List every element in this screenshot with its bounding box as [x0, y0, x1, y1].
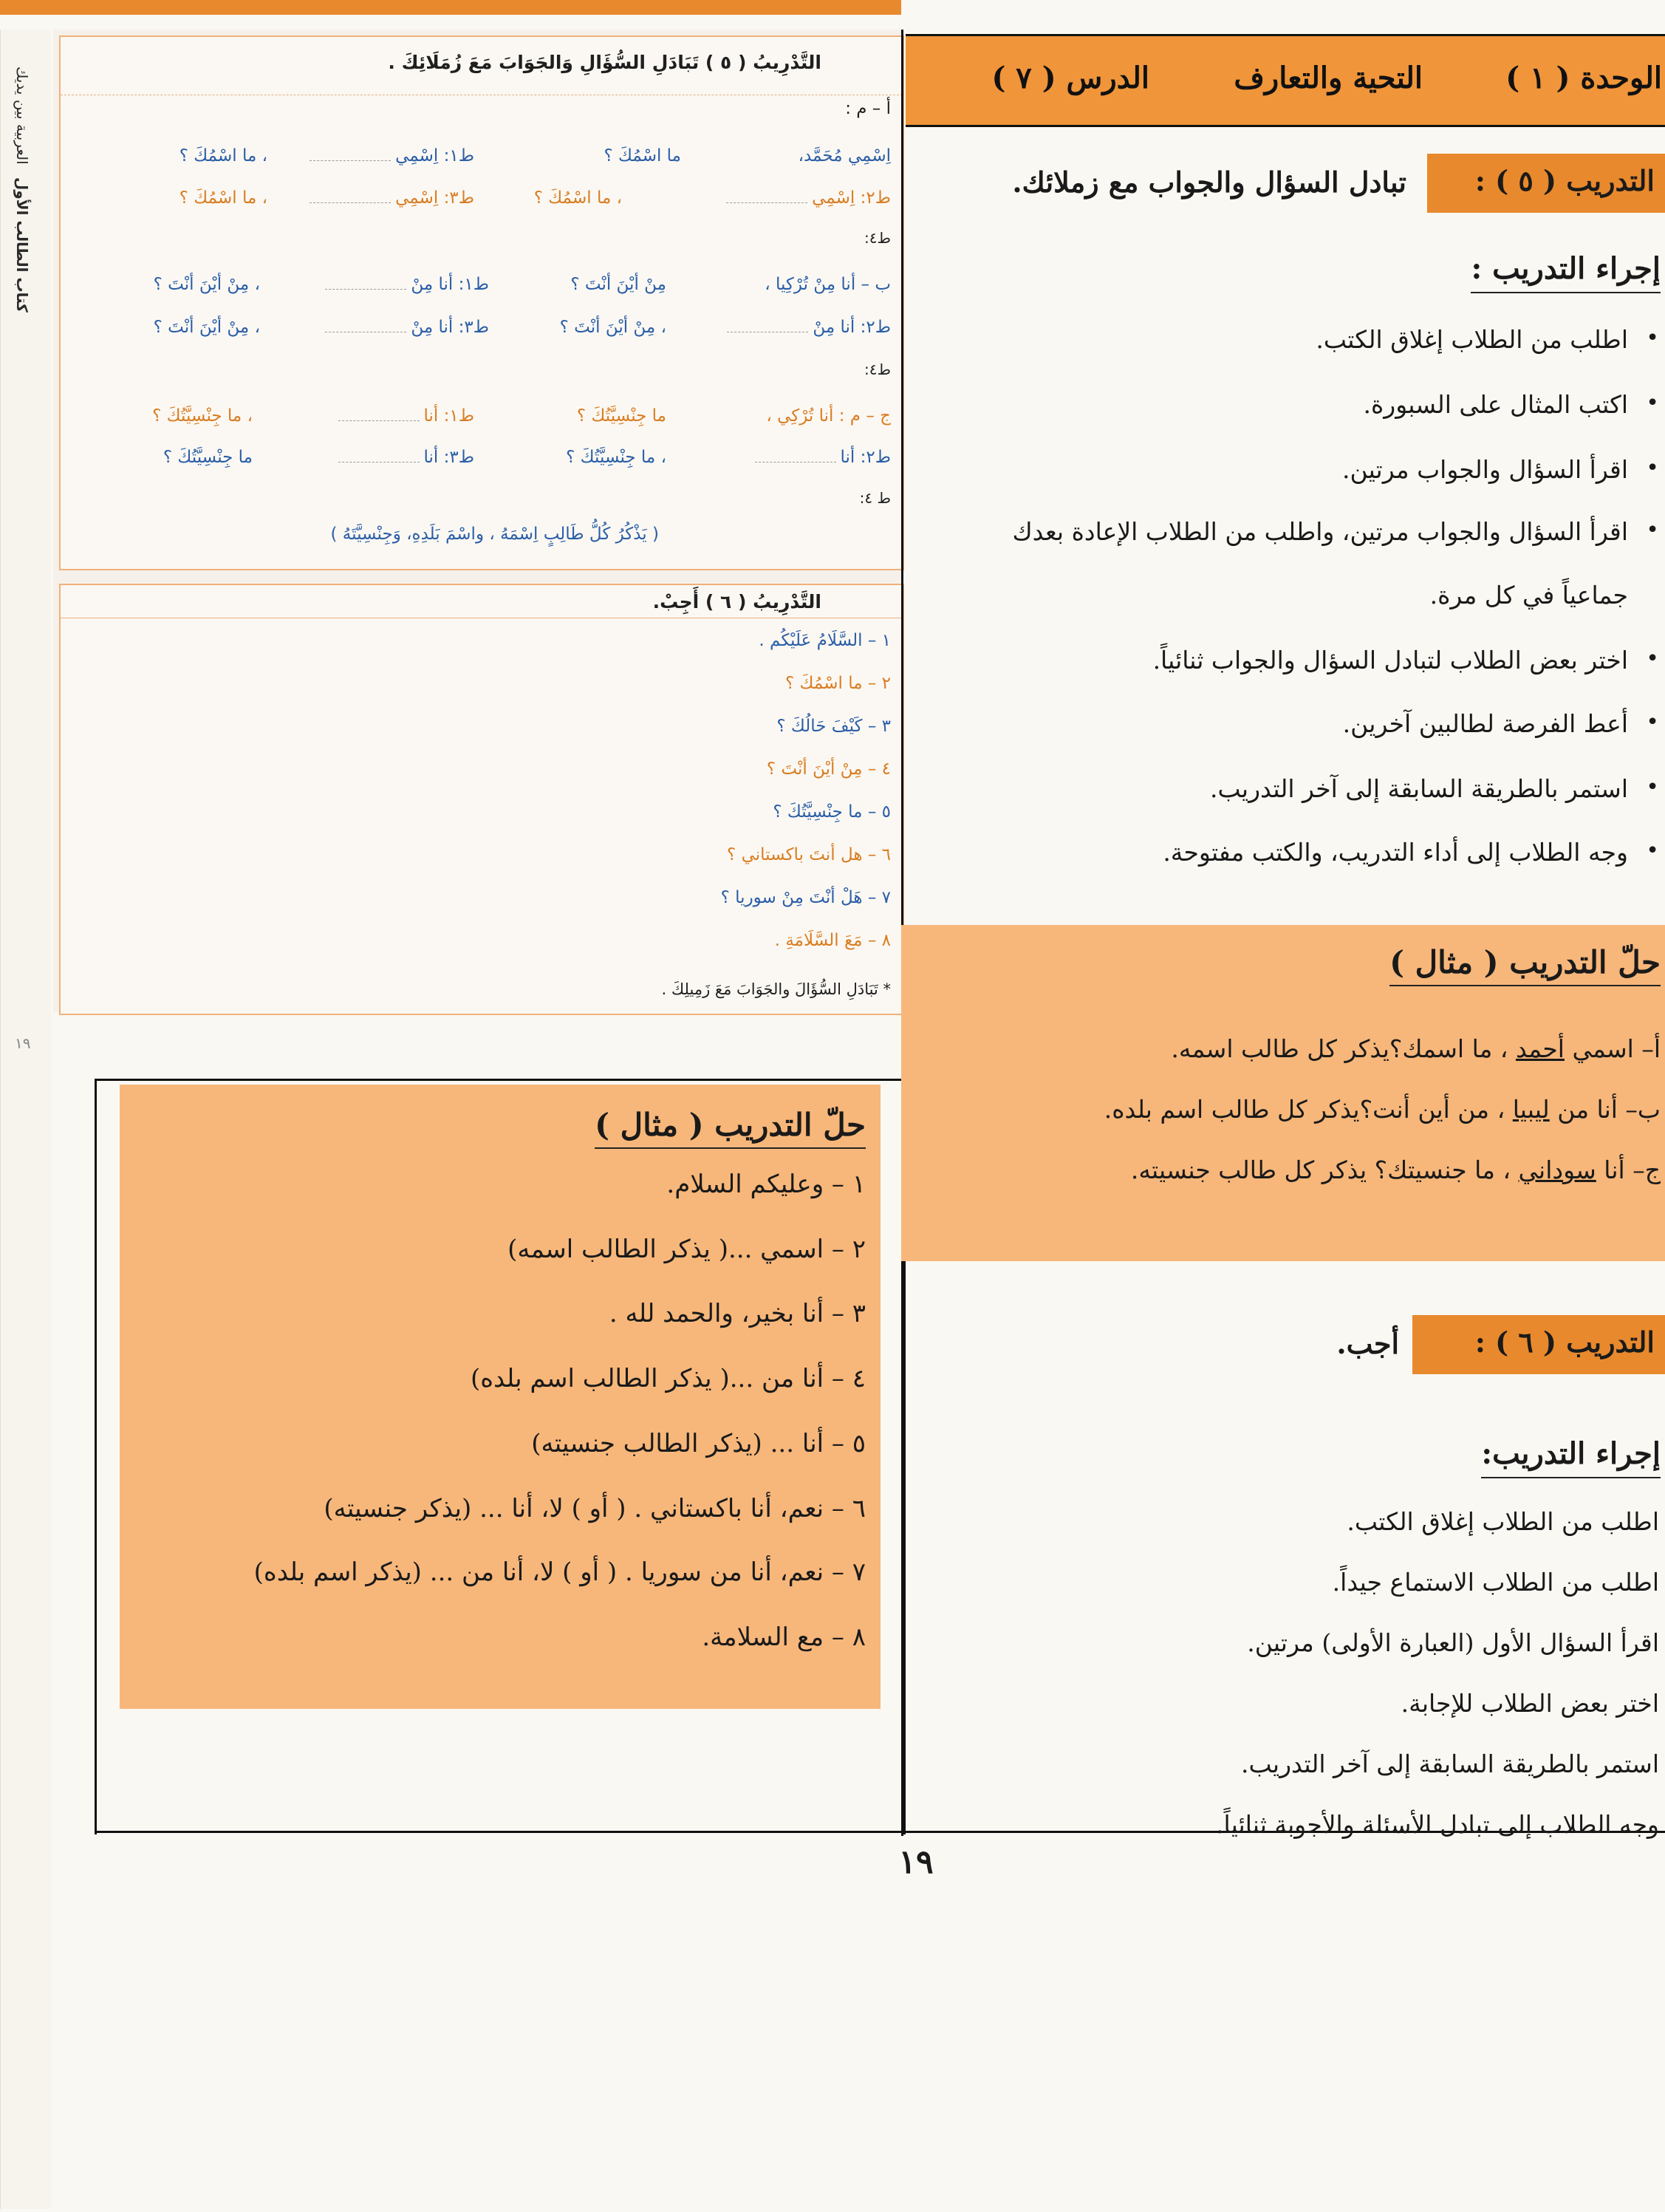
answer5-b-rest: ، من أين أنت؟يذكر كل طالب اسم بلده. — [1104, 1095, 1505, 1124]
b-row1-c3: ط١: أنا مِنْ — [411, 275, 489, 294]
answer6-item: ٧ – نعم، أنا من سوريا . ( أو ) لا، أنا من ... (يذكر اسم بلده) — [253, 1557, 866, 1587]
a-row1-c3: ط١: اِسْمِي — [395, 146, 474, 165]
ex6-step: اختر بعض الطلاب للإجابة. — [1401, 1689, 1659, 1718]
a-row1-c2: ما اسْمُكَ ؟ — [604, 146, 681, 165]
ex5-tag — [1427, 154, 1665, 213]
answer6-item: ٣ – أنا بخير، والحمد لله . — [609, 1299, 866, 1328]
student-ex6-item: ٦ – هل أنتَ باكستاني ؟ — [727, 845, 891, 864]
student-ex6-item: ٥ – ما جِنْسِيَّتُكَ ؟ — [773, 802, 891, 822]
top-color-band — [0, 0, 901, 15]
lesson-label: الدرس ( ٧ ) — [991, 61, 1149, 95]
ex6-step: وجه الطلاب إلى تبادل الأسئلة والأجوبة ثنائياً. — [1216, 1810, 1659, 1839]
c-row2-c2: ، ما جِنْسِيَّتُكَ ؟ — [566, 448, 666, 467]
answer5-a-rest: ، ما اسمك؟يذكر كل طالب اسمه. — [1171, 1034, 1508, 1063]
topic-label: التحية والتعارف — [1234, 61, 1423, 95]
section-a-label: أ – م : — [845, 99, 891, 118]
b-row1-c1: ب – أنا مِنْ تُرْكِيا ، — [765, 275, 891, 294]
student-ex5-box — [59, 35, 904, 570]
b-row2-c1: ط٢: أنا مِنْ — [813, 318, 891, 337]
a-row2-c1: ط٢: اِسْمِي — [812, 188, 891, 208]
book-spine — [0, 30, 51, 2209]
answer6-title: حلّ التدريب ( مثال ) — [595, 1107, 866, 1149]
ex5-title: تبادل السؤال والجواب مع زملائك. — [1012, 165, 1406, 199]
ex6-tag-label: التدريب ( ٦ ) : — [1474, 1325, 1655, 1359]
ex5-procedure-heading: إجراء التدريب : — [1471, 251, 1661, 293]
page-number: ١٩ — [898, 1843, 934, 1881]
ex6-step: اطلب من الطلاب إغلاق الكتب. — [1347, 1507, 1659, 1536]
student-ex5-note: ( يَذْكُرُ كُلُّ طَالِبٍ اِسْمَهُ ، واسْمَ بَلَدِهِ، وَجِنْسِيَّتَهُ ) — [330, 525, 659, 544]
spine-page-number: ١٩ — [15, 1034, 31, 1052]
answer5-b-prefix: ب– أنا من — [1557, 1095, 1661, 1124]
answer6-item: ٥ – أنا ... (يذكر الطالب جنسيته) — [531, 1429, 866, 1458]
blank-line — [310, 202, 391, 203]
answer5-c-prefix: ج– أنا — [1604, 1156, 1661, 1184]
ex5-step: • اقرأ السؤال والجواب مرتين. — [1342, 455, 1628, 484]
spine-book-subtitle: كتاب الطالب الأول — [13, 177, 31, 313]
ex6-title: أجب. — [1336, 1327, 1399, 1360]
ex5-step: • اكتب المثال على السبورة. — [1363, 390, 1628, 419]
a-t4: ط٤: — [864, 229, 891, 247]
c-row1-c4: ، ما جِنْسِيَّتُكَ ؟ — [152, 406, 253, 426]
a-row2-c2: ، ما اسْمُكَ ؟ — [533, 188, 622, 208]
a-row2-c4: ، ما اسْمُكَ ؟ — [179, 188, 267, 208]
c-row2-c3: ط٣: أنا — [423, 448, 474, 467]
blank-line — [325, 289, 406, 290]
ex6-step: اقرأ السؤال الأول (العبارة الأولى) مرتين. — [1247, 1628, 1659, 1657]
answer5-a-name: أحمد — [1515, 1034, 1565, 1063]
answer6-item: ٨ – مع السلامة. — [702, 1622, 866, 1652]
student-ex6-item: ٤ – مِنْ أيْنَ أنْتَ ؟ — [766, 759, 891, 779]
c-row1-c3: ط١: أنا — [423, 406, 474, 426]
a-row2-c3: ط٣: اِسْمِي — [395, 188, 474, 208]
student-ex6-box — [59, 584, 904, 1015]
answer6-item: ٢ – اسمي ...( يذكر الطالب اسمه) — [507, 1235, 866, 1264]
answer5-title: حلّ التدريب ( مثال ) — [1389, 944, 1661, 986]
blank-line — [338, 420, 420, 421]
ex5-step: • اختر بعض الطلاب لتبادل السؤال والجواب ثنائياً. — [1153, 646, 1628, 675]
student-ex6-note: * تَبَادَلِ السُّؤَالَ والجَوَابَ مَعَ زَمِيلِكَ . — [661, 980, 891, 998]
answer6-item: ٦ – نعم، أنا باكستاني . ( أو ) لا، أنا ... (يذكر جنسيته) — [324, 1494, 866, 1523]
b-t4: ط٤: — [864, 361, 891, 378]
ex5-step: • استمر بالطريقة السابقة إلى آخر التدريب. — [1210, 774, 1628, 803]
answer5-line-c — [1131, 1156, 1661, 1184]
answer5-a-prefix: أ– اسمي — [1572, 1034, 1661, 1063]
answer5-b-country: ليبيا — [1512, 1095, 1550, 1124]
student-ex5-title: التَّدْرِيبُ ( ٥ ) تَبَادَلِ السُّؤَالِ وَالجَوَابَ مَعَ زُمَلَائِكَ . — [388, 52, 821, 73]
answer5-line-a — [1171, 1034, 1661, 1063]
ex5-step-cont: جماعياً في كل مرة. — [1429, 581, 1628, 610]
ex6-procedure-heading: إجراء التدريب: — [1481, 1436, 1661, 1478]
student-ex6-item: ١ – السَّلَامُ عَلَيْكُم . — [759, 631, 891, 650]
c-row1-c1: ج – م : أنا تُرْكِي ، — [766, 406, 891, 426]
a-row1-c4: ، ما اسْمُكَ ؟ — [179, 146, 267, 165]
c-row1-c2: ما جِنْسِيَّتُكَ ؟ — [576, 406, 666, 426]
b-row2-c4: ، مِنْ أيْنَ أنْتَ ؟ — [153, 318, 260, 337]
answer5-box — [901, 925, 1665, 1261]
spine-book-title: العربية بين يديك — [13, 66, 31, 165]
a-row1-c1: اِسْمِي مُحَمَّد، — [798, 146, 891, 165]
c-row2-c1: ط٢: أنا — [840, 448, 891, 467]
ex5-step: • اطلب من الطلاب إغلاق الكتب. — [1316, 325, 1628, 354]
ex5-step: • وجه الطلاب إلى أداء التدريب، والكتب مفتوحة. — [1163, 838, 1628, 867]
ex6-tag — [1412, 1315, 1665, 1374]
answer6-box — [120, 1085, 881, 1709]
c-t4: ط ٤: — [859, 489, 891, 507]
ex5-tag-label: التدريب ( ٥ ) : — [1474, 164, 1655, 197]
blank-line — [726, 202, 807, 203]
answer5-c-rest: ، ما جنسيتك؟ يذكر كل طالب جنسيته. — [1130, 1156, 1511, 1184]
b-row2-c2: ، مِنْ أيْنَ أنْتَ ؟ — [559, 318, 666, 337]
answer5-line-b — [1104, 1095, 1661, 1124]
answer6-item: ٤ – أنا من ...( يذكر الطالب اسم بلده) — [470, 1364, 866, 1393]
ex5-step: • أعط الفرصة لطالبين آخرين. — [1343, 709, 1628, 738]
ex5-step: • اقرأ السؤال والجواب مرتين، واطلب من الطلاب الإعادة بعدك — [1012, 517, 1628, 546]
student-ex6-item: ٣ – كَيْفَ حَالُكَ ؟ — [776, 717, 891, 736]
student-ex6-item: ٨ – مَعَ السَّلَامَةِ . — [774, 931, 891, 950]
b-row2-c3: ط٣: أنا مِنْ — [411, 318, 489, 337]
ex6-step: اطلب من الطلاب الاستماع جيداً. — [1332, 1568, 1659, 1597]
student-ex6-item: ٢ – ما اسْمُكَ ؟ — [785, 674, 891, 693]
blank-line — [310, 160, 391, 161]
b-row1-c4: ، مِنْ أيْنَ أنْتَ ؟ — [153, 275, 260, 294]
answer5-c-nat: سوداني — [1518, 1156, 1596, 1184]
unit-label: الوحدة ( ١ ) — [1505, 61, 1662, 95]
answer6-item: ١ – وعليكم السلام. — [666, 1170, 866, 1199]
ex6-step: استمر بالطريقة السابقة إلى آخر التدريب. — [1241, 1750, 1659, 1778]
student-ex6-title: التَّدْرِيبُ ( ٦ ) أَجِبْ. — [652, 591, 821, 612]
b-row1-c2: مِنْ أيْنَ أنْتَ ؟ — [570, 275, 666, 294]
student-ex6-item: ٧ – هَلْ أنْتَ مِنْ سوريا ؟ — [720, 888, 891, 907]
c-row2-c4: ما جِنْسِيَّتُكَ ؟ — [163, 448, 253, 467]
lesson-header — [906, 34, 1665, 127]
